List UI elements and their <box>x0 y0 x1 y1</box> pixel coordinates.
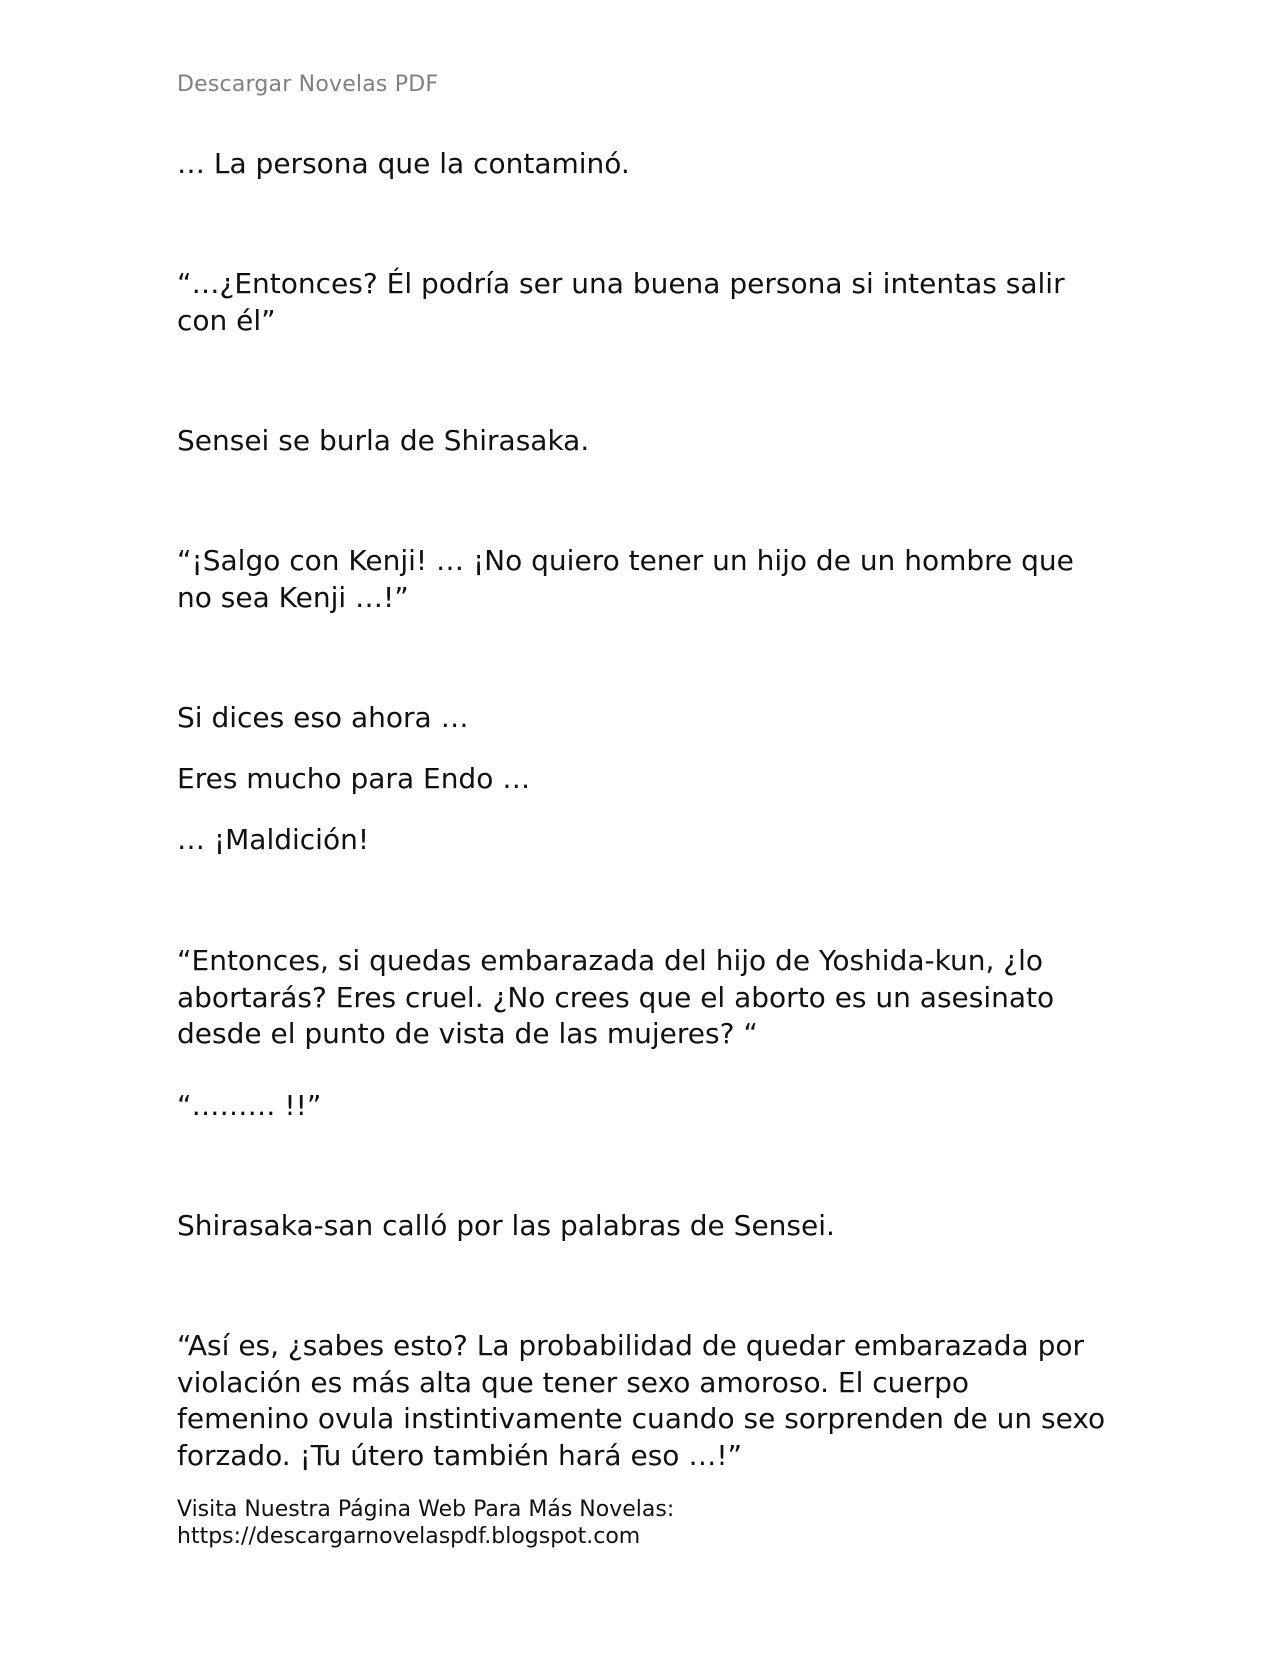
footer-text: Visita Nuestra Página Web Para Más Novelas: <box>177 1497 675 1522</box>
paragraph: “¡Salgo con Kenji! … ¡No quiero tener un hijo de un hombre que no sea Kenji …!” <box>177 544 1074 614</box>
paragraph: Shirasaka-san calló por las palabras de Sensei. <box>177 1209 835 1242</box>
paragraph: “…¿Entonces? Él podría ser una buena persona si intentas salir con él” <box>177 267 1065 337</box>
page-footer <box>177 1496 674 1550</box>
paragraph: Sensei se burla de Shirasaka. <box>177 424 590 457</box>
paragraph: Eres mucho para Endo … <box>177 762 531 795</box>
footer-url: https://descargarnovelaspdf.blogspot.com <box>177 1524 641 1549</box>
paragraph: … ¡Maldición! <box>177 823 370 856</box>
paragraph: “Así es, ¿sabes esto? La probabilidad de quedar embarazada por violación es más alta que tener sexo amoroso. El cuerpo femenino ovula instintivamente cuando se sorprenden de un sexo forzado. ¡Tu útero también hará eso …!” <box>177 1329 1106 1472</box>
paragraph: Si dices eso ahora … <box>177 701 469 734</box>
paragraph: … La persona que la contaminó. <box>177 147 630 180</box>
page-header: Descargar Novelas PDF <box>177 72 439 97</box>
paragraph: “Entonces, si quedas embarazada del hijo de Yoshida-kun, ¿lo abortarás? Eres cruel. ¿No crees que el aborto es un asesinato desde el punto de vista de las mujeres? “ <box>177 944 1055 1050</box>
paragraph: “……… !!” <box>177 1089 322 1122</box>
